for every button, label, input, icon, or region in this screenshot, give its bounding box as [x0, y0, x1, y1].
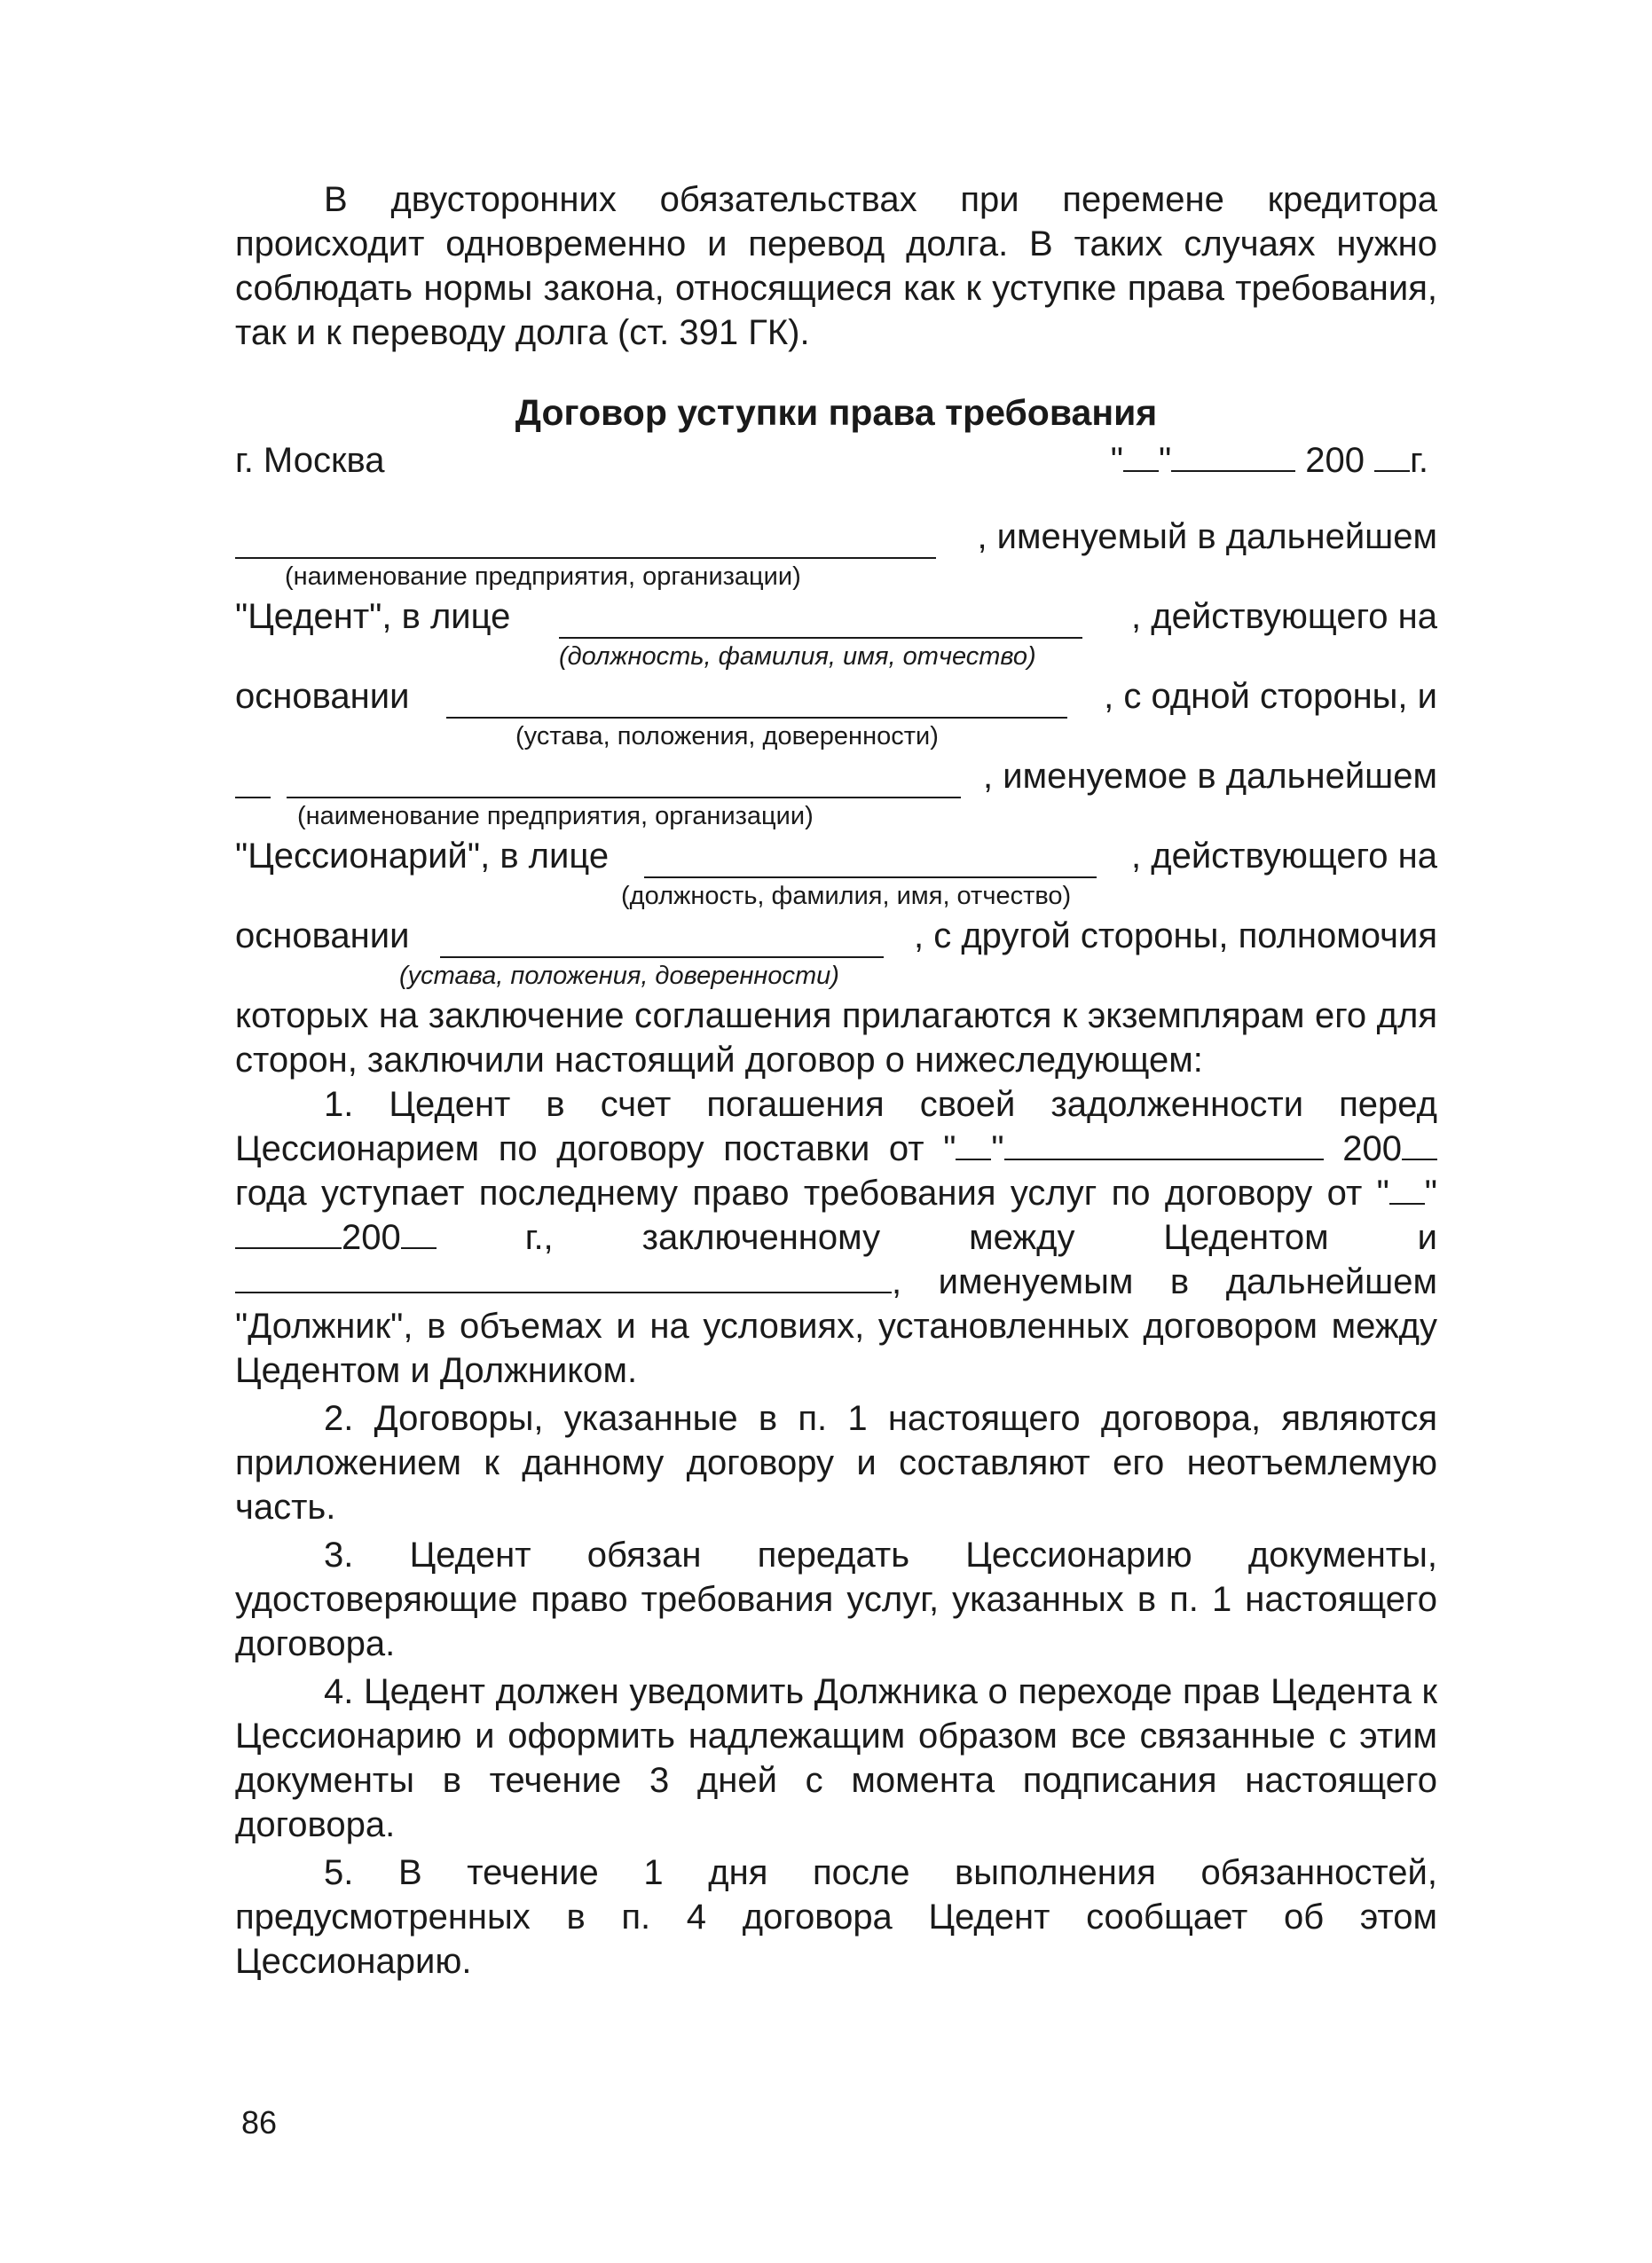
document-page: [235, 177, 1437, 1984]
day-blank[interactable]: [1123, 440, 1159, 472]
date-field: " " 200 г.: [1110, 441, 1428, 480]
clause1-month-blank[interactable]: [1004, 1128, 1324, 1160]
clause-3: 3. Цедент обязан передать Цессионарию документы, удостоверяющие право требования услуг, указанных в п. 1 настоящего договора.: [235, 1536, 1437, 1663]
city: г. Москва: [235, 441, 385, 480]
party2-basis-blank[interactable]: [440, 926, 884, 958]
clause1-year2-blank[interactable]: [401, 1217, 437, 1249]
clause1-month2-blank[interactable]: [235, 1217, 342, 1249]
party1-basis-blank[interactable]: [446, 687, 1067, 719]
clause-5: 5. В течение 1 дня после выполнения обязанностей, предусмотренных в п. 4 договора Цедент сообщает об этом Цессионарию.: [235, 1853, 1437, 1981]
document-title: Договор уступки права требования: [515, 392, 1158, 433]
clause-2: 2. Договоры, указанные в п. 1 настоящего договора, являются приложением к данному договору и составляют его неотъемлемую часть.: [235, 1399, 1437, 1527]
clause1-day2-blank[interactable]: [1389, 1173, 1425, 1205]
party1-rep-line: "Цедент", в лице , действующего на: [235, 594, 1437, 639]
party2-prefix-blank[interactable]: [235, 766, 271, 798]
party2-name-line: , именуемое в дальнейшем: [235, 754, 1437, 798]
party2-rep-blank[interactable]: [644, 846, 1097, 878]
party2-rep-line: "Цессионарий", в лице , действующего на: [235, 834, 1437, 878]
clause1-year-blank[interactable]: [1402, 1128, 1437, 1160]
caption-basis-2: (устава, положения, доверенности): [399, 962, 839, 990]
page-number: 86: [241, 2104, 278, 2141]
clause-4: 4. Цедент должен уведомить Должника о переходе прав Цедента к Цессионарию и оформить надлежащим образом все связанные с этим документы в течение 3 дней с момента подписания настоящего договора.: [235, 1672, 1437, 1844]
party1-rep-blank[interactable]: [559, 607, 1082, 639]
caption-person: (должность, фамилия, имя, отчество): [559, 642, 1036, 671]
clause-1: 1. Цедент в счет погашения своей задолженности перед Цессионарием по договору поставки от " " 200 года уступает последнему право требования услуг по договору от " "200 г., заключенному между Цедентом и , именуемым в дальнейшем "Должник", в объемах и на условиях, установленных договором между Цедентом и Должником.: [235, 1085, 1437, 1390]
party1-name-blank[interactable]: [235, 527, 936, 559]
clause1-day-blank[interactable]: [956, 1128, 991, 1160]
intro-paragraph: В двусторонних обязательствах при перемене кредитора происходит одновременно и перевод долга. В таких случаях нужно соблюдать нормы закона, относящиеся как к уступке права требования, так и к переводу долга (ст. 391 ГК).: [235, 180, 1437, 352]
party1-basis-line: основании , с одной стороны, и: [235, 674, 1437, 719]
party1-name-line: , именуемый в дальнейшем: [235, 515, 1437, 559]
year-blank[interactable]: [1374, 440, 1410, 472]
month-blank[interactable]: [1171, 440, 1295, 472]
caption-person-2: (должность, фамилия, имя, отчество): [621, 882, 1072, 910]
debtor-name-blank[interactable]: [235, 1261, 892, 1293]
caption-basis: (устава, положения, доверенности): [515, 722, 939, 750]
party2-basis-line: основании , с другой стороны, полномочия: [235, 914, 1437, 958]
city-date-row: [235, 438, 1437, 483]
caption-organization-2: (наименование предприятия, организации): [297, 802, 814, 830]
closing-paragraph: которых на заключение соглашения прилагаются к экземплярам его для сторон, заключили настоящий договор о нижеследующем:: [235, 996, 1437, 1080]
caption-organization: (наименование предприятия, организации): [285, 562, 801, 591]
party2-name-blank[interactable]: [287, 766, 961, 798]
